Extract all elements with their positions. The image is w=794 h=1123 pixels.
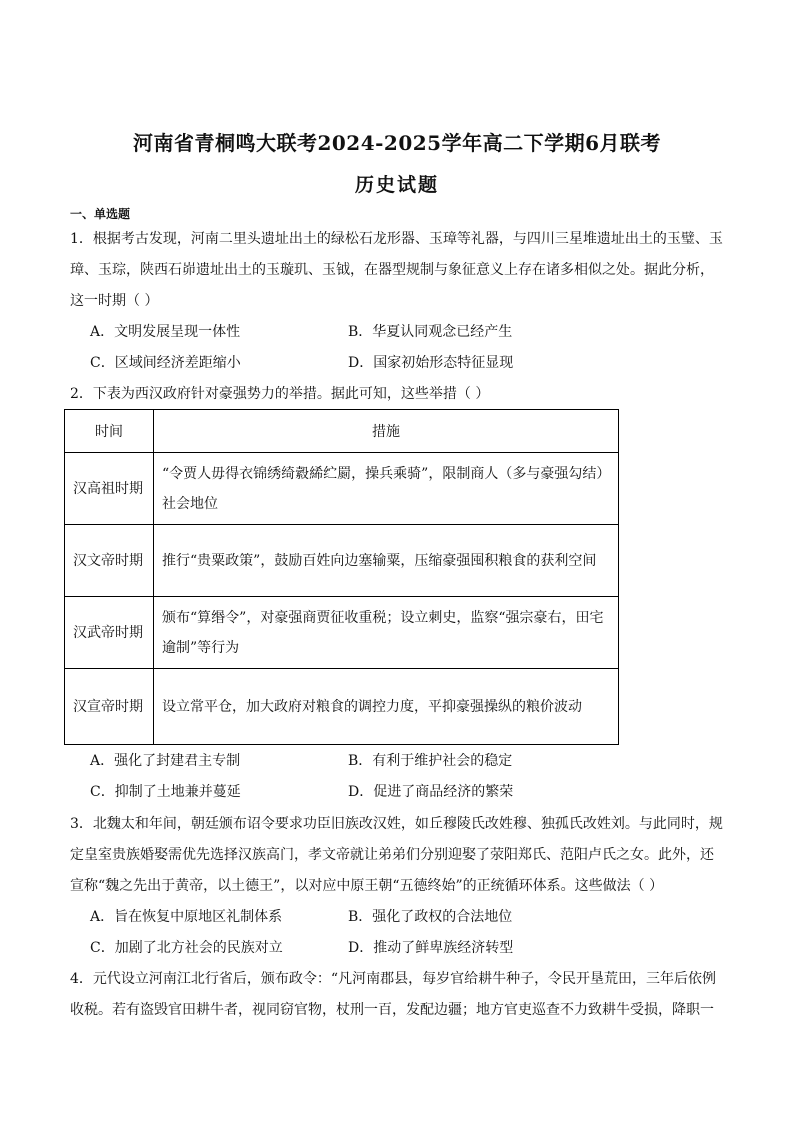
table-cell-era: 汉宣帝时期 — [65, 669, 154, 745]
question-2-option-c: C．抑制了土地兼并蔓延 — [90, 784, 241, 800]
section-heading: 一、单选题 — [70, 207, 131, 221]
table-row — [65, 669, 619, 745]
question-1-line: 这一时期（ ） — [70, 293, 159, 309]
measures-table — [64, 409, 619, 745]
table-row — [65, 597, 619, 669]
table-header-row — [65, 410, 619, 453]
table-cell-measure: “令贾人毋得衣锦绣绮縠絺纻罽，操兵乘骑”，限制商人（多与豪强勾结）社会地位 — [154, 453, 619, 525]
table-row — [65, 453, 619, 525]
table-cell-era: 汉武帝时期 — [65, 597, 154, 669]
table-cell-measure: 设立常平仓，加大政府对粮食的调控力度，平抑豪强操纵的粮价波动 — [154, 669, 619, 745]
question-2-option-a: A．强化了封建君主专制 — [90, 753, 241, 769]
table-cell-measure: 颁布“算缗令”，对豪强商贾征收重税；设立刺史，监察“强宗豪右，田宅逾制”等行为 — [154, 597, 619, 669]
question-4-line: 4．元代设立河南江北行省后，颁布政令：“凡河南郡县，每岁官给耕牛种子，令民开垦荒田，三年后依例 — [70, 971, 717, 987]
question-3-line: 3．北魏太和年间，朝廷颁布诏令要求功臣旧族改汉姓，如丘穆陵氏改姓穆、独孤氏改姓刘。与此同时，规 — [70, 816, 723, 832]
question-1-option-d: D．国家初始形态特征显现 — [348, 355, 514, 371]
question-3-option-d: D．推动了鲜卑族经济转型 — [348, 940, 514, 956]
question-1-option-a: A．文明发展呈现一体性 — [90, 324, 241, 340]
question-2-option-b: B．有利于维护社会的稳定 — [348, 753, 513, 769]
question-3-line: 宣称“魏之先出于黄帝，以土德王”，以对应中原王朝“五德终始”的正统循环体系。这些做法（ ） — [70, 878, 664, 894]
question-3-option-b: B．强化了政权的合法地位 — [348, 909, 513, 925]
table-row — [65, 525, 619, 597]
table-cell-era: 汉高祖时期 — [65, 453, 154, 525]
table-header-time: 时间 — [65, 410, 154, 453]
page-subtitle: 历史试题 — [354, 174, 439, 196]
question-2-option-d: D．促进了商品经济的繁荣 — [348, 784, 514, 800]
question-4-line: 收税。若有盗毁官田耕牛者，视同窃官物，杖刑一百，发配边疆；地方官吏巡查不力致耕牛受损，降职一 — [70, 1002, 714, 1018]
question-3-option-c: C．加剧了北方社会的民族对立 — [90, 940, 283, 956]
question-3-line: 定皇室贵族婚娶需优先选择汉族高门，孝文帝就让弟弟们分别迎娶了荥阳郑氏、范阳卢氏之女。此外，还 — [70, 847, 714, 863]
table-header-measures: 措施 — [154, 410, 619, 453]
question-1-line: 璋、玉琮，陕西石峁遗址出土的玉璇玑、玉钺，在器型规制与象征意义上存在诸多相似之处。据此分析， — [70, 262, 714, 278]
question-1-line: 1．根据考古发现，河南二里头遗址出土的绿松石龙形器、玉璋等礼器，与四川三星堆遗址出土的玉璧、玉 — [70, 231, 723, 247]
question-3-option-a: A．旨在恢复中原地区礼制体系 — [90, 909, 283, 925]
question-2-stem: 2．下表为西汉政府针对豪强势力的举措。据此可知，这些举措（ ） — [70, 386, 490, 402]
table-cell-measure: 推行“贵粟政策”，鼓励百姓向边塞输粟，压缩豪强囤积粮食的获利空间 — [154, 525, 619, 597]
page-title: 河南省青桐鸣大联考2024-2025学年高二下学期6月联考 — [132, 131, 662, 155]
table-cell-era: 汉文帝时期 — [65, 525, 154, 597]
question-1-option-c: C．区域间经济差距缩小 — [90, 355, 241, 371]
question-1-option-b: B．华夏认同观念已经产生 — [348, 324, 513, 340]
